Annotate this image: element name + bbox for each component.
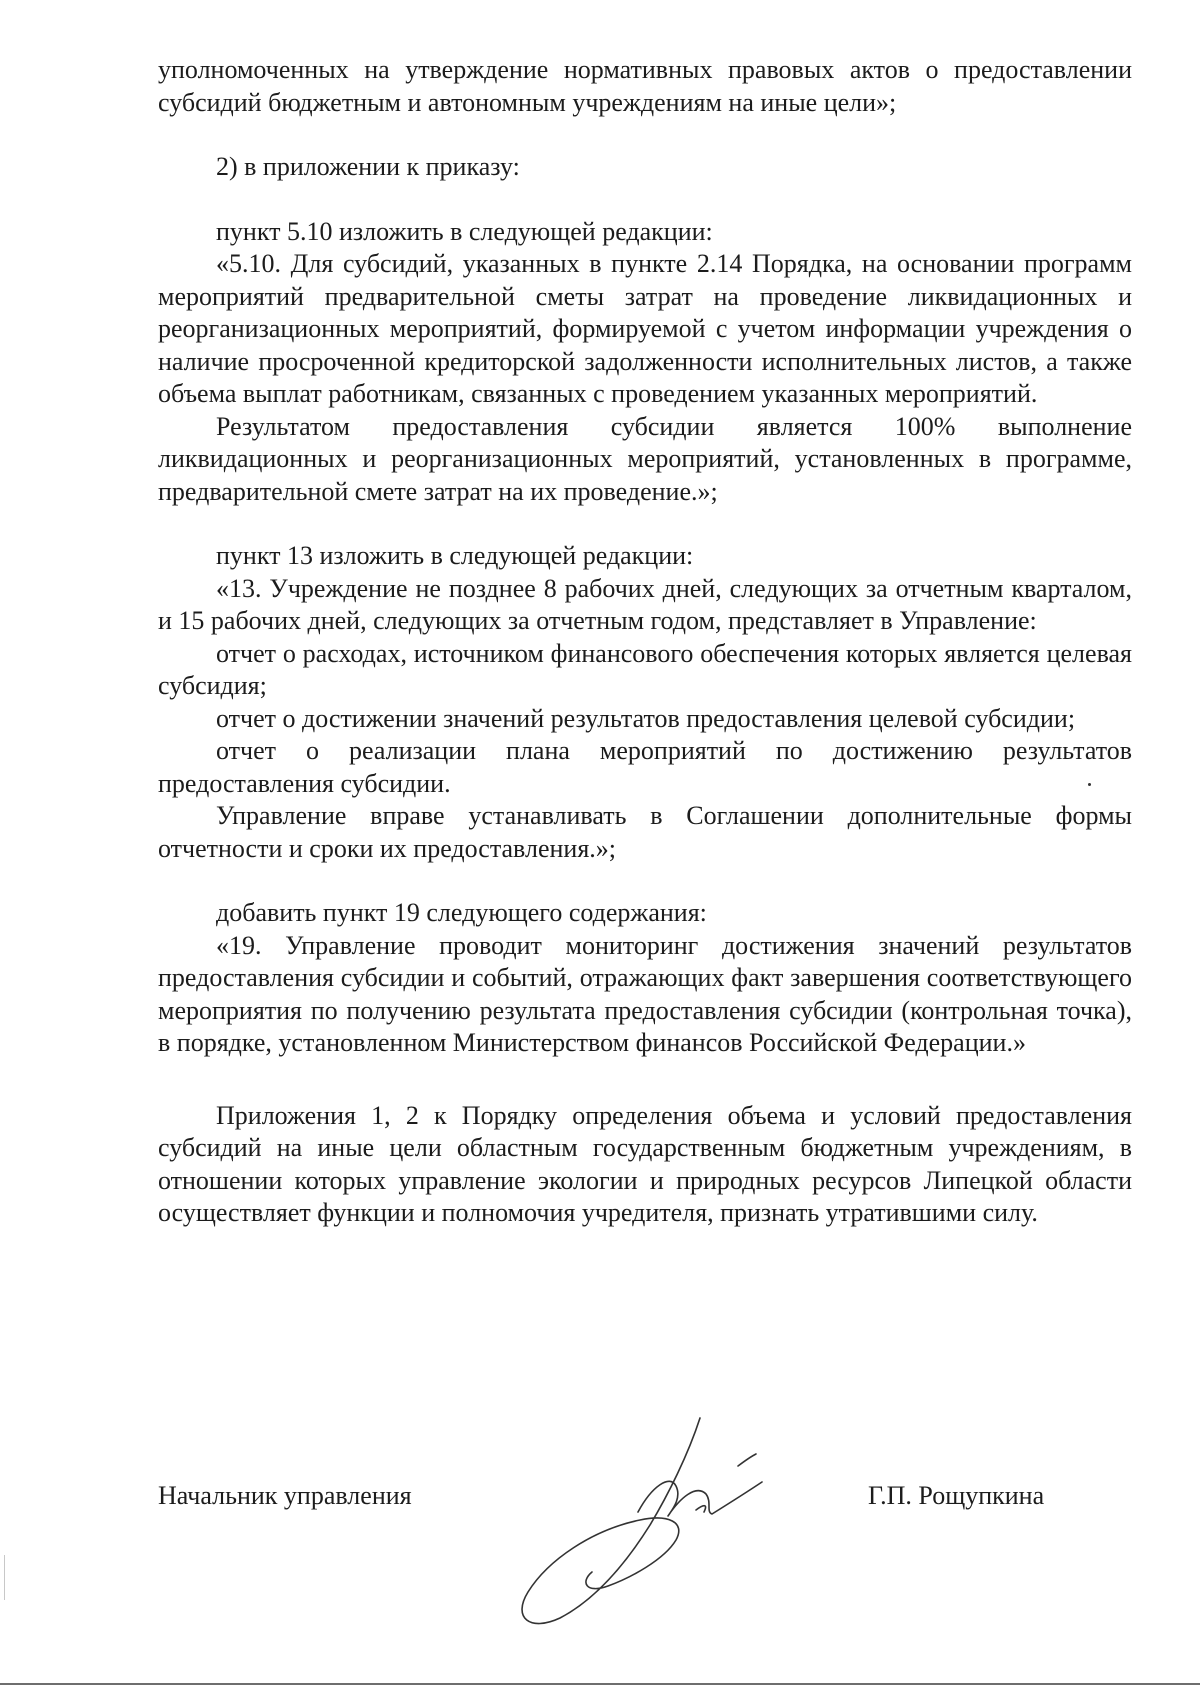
paragraph: отчет о расходах, источником финансового обеспечения которых является целевая субсидия; bbox=[158, 638, 1132, 700]
paragraph: добавить пункт 19 следующего содержания: bbox=[216, 898, 707, 927]
signer-position: Начальник управления bbox=[158, 1481, 412, 1510]
document-body bbox=[158, 54, 1132, 1230]
paragraph: 2) в приложении к приказу: bbox=[216, 152, 520, 181]
scan-edge-mark bbox=[4, 1555, 5, 1600]
page-bottom-edge bbox=[0, 1683, 1200, 1685]
paragraph: Управление вправе устанавливать в Соглашении дополнительные формы отчетности и сроки их предоставления.»; bbox=[158, 801, 1132, 863]
signer-name: Г.П. Рощупкина bbox=[868, 1481, 1045, 1510]
scan-speck bbox=[1088, 783, 1091, 786]
paragraph: «13. Учреждение не позднее 8 рабочих дней, следующих за отчетным кварталом, и 15 рабочих дней, следующих за отчетным годом, представляет в Управление: bbox=[158, 573, 1132, 635]
paragraph: отчет о достижении значений результатов предоставления целевой субсидии; bbox=[216, 703, 1076, 733]
handwritten-signature bbox=[500, 1400, 800, 1640]
paragraph: «19. Управление проводит мониторинг достижения значений результатов предоставления субсидии и событий, отражающих факт завершения соответствующего мероприятия по получению результата предоставления субсидии (контрольная точка), в порядке, установленном Министерством финансов Российской Федерации.» bbox=[158, 930, 1132, 1057]
paragraph: «5.10. Для субсидий, указанных в пункте 2.14 Порядка, на основании программ мероприятий предварительной сметы затрат на проведение ликвидационных и реорганизационных мероприятий, формируемой с учетом информации учреждения о наличие просроченной кредиторской задолженности исполнительных листов, а также объема выплат работникам, связанных с проведением указанных мероприятий. bbox=[158, 249, 1132, 408]
paragraph: уполномоченных на утверждение нормативных правовых актов о предоставлении субсидий бюджетным и автономным учреждениям на иные цели»; bbox=[158, 55, 1132, 117]
paragraph: Результатом предоставления субсидии является 100% выполнение ликвидационных и реорганизационных мероприятий, установленных в программе, предварительной смете затрат на их проведение.»; bbox=[158, 411, 1132, 506]
paragraph: пункт 5.10 изложить в следующей редакции: bbox=[216, 216, 713, 246]
paragraph: отчет о реализации плана мероприятий по достижению результатов предоставления субсидии. bbox=[158, 736, 1132, 798]
paragraph: пункт 13 изложить в следующей редакции: bbox=[216, 541, 694, 570]
paragraph: Приложения 1, 2 к Порядку определения объема и условий предоставления субсидий на иные цели областным государственным бюджетным учреждениям, в отношении которых управление экологии и природных ресурсов Липецкой области осуществляет функции и полномочия учредителя, признать утратившими силу. bbox=[158, 1100, 1132, 1227]
